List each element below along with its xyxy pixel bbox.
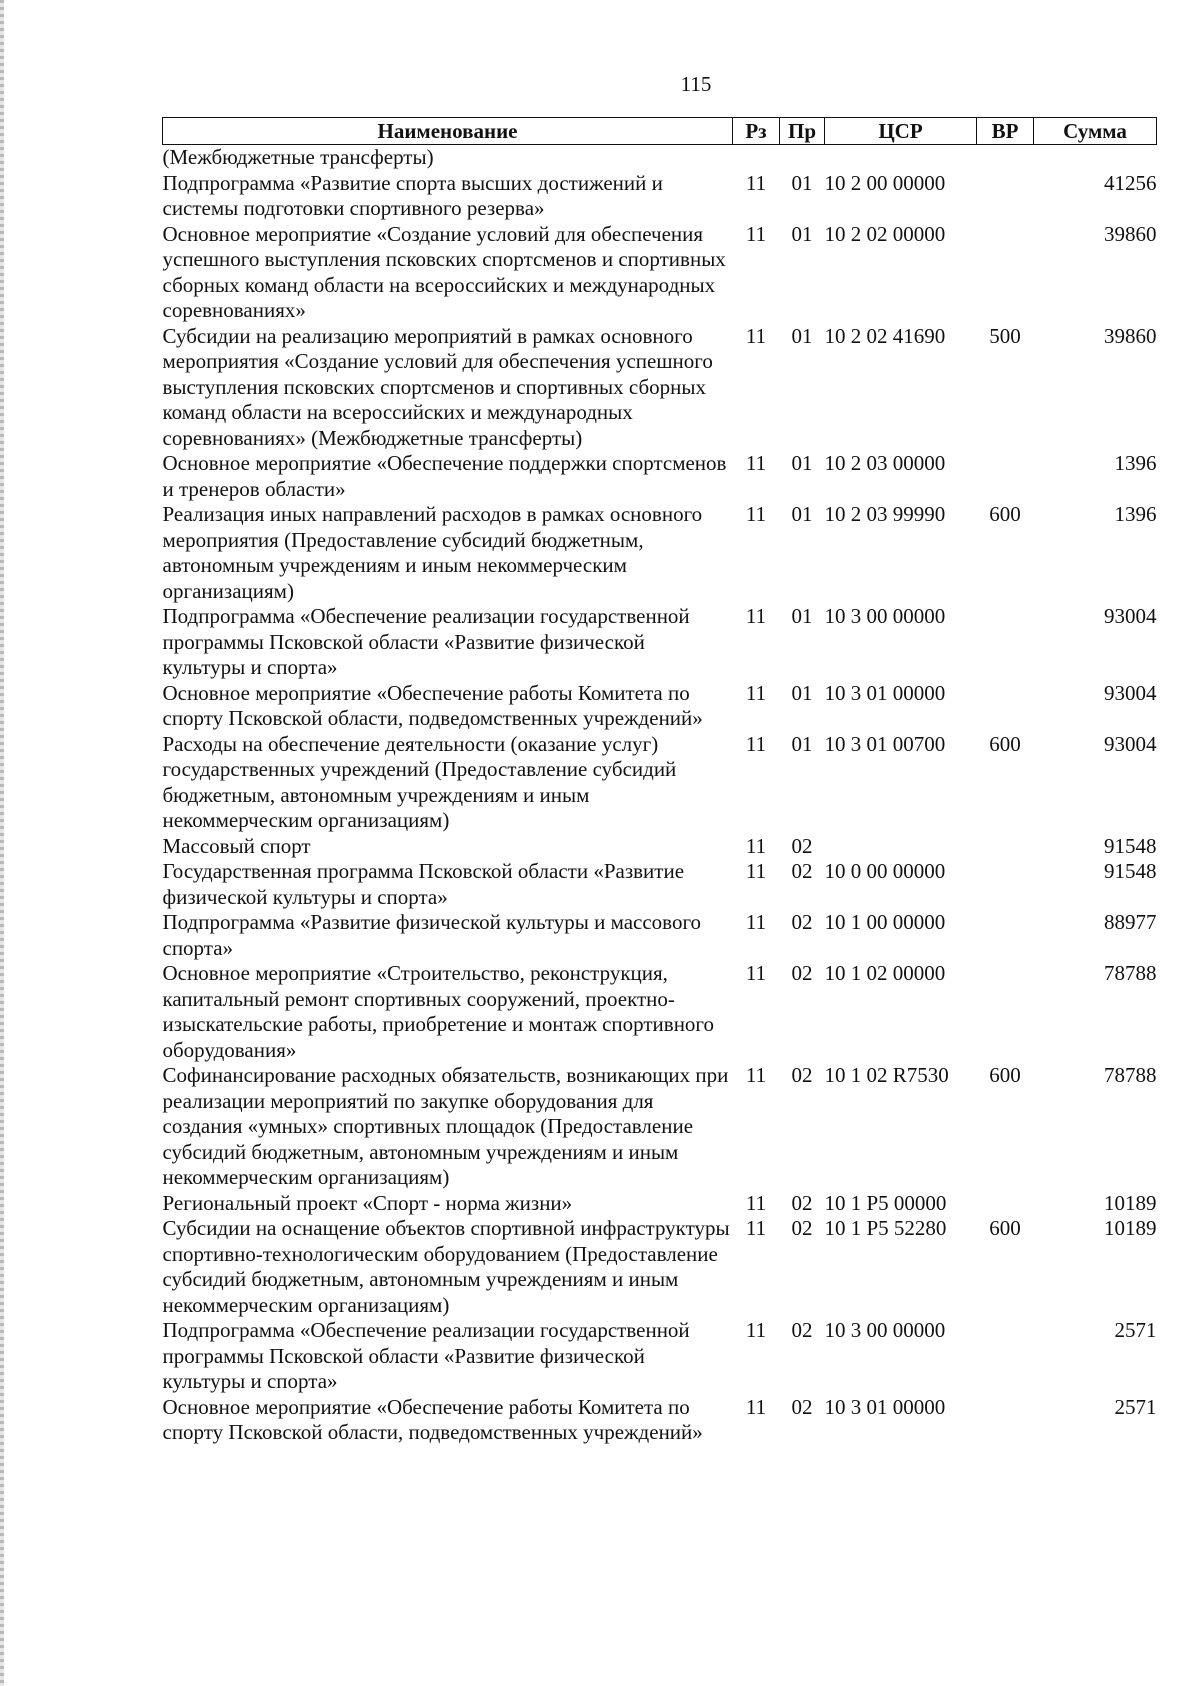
header-name: Наименование [163, 118, 733, 145]
cell-csr: 10 1 P5 00000 [824, 1190, 947, 1215]
cell-vr: 600 [989, 731, 1021, 756]
cell-csr: 10 1 00 00000 [824, 910, 946, 934]
cell-name: Основное мероприятие «Создание условий для обеспечения успешного выступления псковских спортсменов и спортивных сборных команд области на всероссийских и международных соревнованиях» [162, 221, 726, 322]
cell-pr [780, 145, 825, 171]
cell-vr [977, 1395, 1034, 1446]
cell-sum: 93004 [1104, 604, 1157, 628]
cell-sum: 10189 [1104, 1216, 1157, 1240]
cell-vr [977, 604, 1034, 681]
cell-name: Субсидии на реализацию мероприятий в рамках основного мероприятия «Создание условий для обеспечения успешного выступления псковских спортсменов и спортивных сборных команд области на всероссийских и международных соревнованиях» (Межбюджетные трансферты) [162, 323, 713, 450]
header-vr: ВР [977, 118, 1034, 145]
cell-pr: 02 [791, 1063, 813, 1087]
cell-rz: 11 [745, 1318, 767, 1342]
cell-name: Государственная программа Псковской области «Развитие физической культуры и спорта» [162, 859, 685, 909]
cell-rz: 11 [745, 1394, 767, 1419]
cell-vr [977, 222, 1034, 324]
table-row [163, 502, 1157, 604]
cell-vr: 600 [989, 1063, 1021, 1087]
cell-name: Основное мероприятие «Строительство, реконструкция, капитальный ремонт спортивных сооружений, проектно-изыскательские работы, приобретение и монтаж спортивного оборудования» [162, 961, 715, 1062]
cell-sum: 1396 [1114, 451, 1157, 475]
table-row [163, 1216, 1157, 1318]
cell-pr: 02 [791, 1190, 813, 1215]
cell-csr: 10 2 03 99990 [824, 502, 946, 526]
table-row [163, 145, 1157, 171]
table-row [163, 1395, 1157, 1446]
table-row [163, 910, 1157, 961]
cell-pr: 01 [791, 451, 813, 475]
cell-pr: 01 [791, 170, 813, 195]
cell-sum: 39860 [1104, 221, 1157, 246]
cell-pr: 02 [791, 1216, 813, 1240]
cell-name: Массовый спорт [162, 833, 311, 858]
cell-csr: 10 1 02 00000 [824, 961, 946, 985]
cell-csr: 10 3 01 00700 [824, 731, 946, 756]
cell-vr [977, 1318, 1034, 1395]
budget-table [162, 117, 1157, 1446]
cell-sum: 41256 [1104, 170, 1157, 195]
cell-rz: 11 [745, 451, 767, 475]
cell-name: Подпрограмма «Развитие физической культуры и массового спорта» [162, 910, 702, 960]
page-number: 115 [680, 72, 712, 96]
cell-name: Подпрограмма «Обеспечение реализации государственной программы Псковской области «Развитие физической культуры и спорта» [162, 604, 690, 679]
cell-vr: 500 [989, 323, 1021, 348]
cell-rz: 11 [745, 1063, 767, 1087]
table-row [163, 859, 1157, 910]
table-row [163, 171, 1157, 222]
cell-vr [977, 834, 1034, 860]
cell-csr: 10 1 02 R7530 [824, 1063, 949, 1087]
cell-pr: 02 [791, 833, 813, 858]
cell-csr: 10 3 00 00000 [824, 604, 946, 628]
header-csr: ЦСР [825, 118, 977, 145]
cell-pr: 01 [791, 680, 813, 705]
table-row [163, 681, 1157, 732]
cell-sum: 39860 [1104, 323, 1157, 348]
cell-pr: 01 [791, 323, 813, 348]
cell-vr [977, 681, 1034, 732]
cell-vr [977, 451, 1034, 502]
cell-rz: 11 [745, 731, 767, 756]
cell-vr [977, 1191, 1034, 1217]
cell-csr: 10 0 00 00000 [824, 859, 946, 883]
cell-rz [733, 145, 780, 171]
cell-pr: 01 [791, 502, 813, 526]
cell-pr: 01 [791, 604, 813, 628]
cell-vr [977, 910, 1034, 961]
cell-name: (Межбюджетные трансферты) [162, 145, 434, 169]
cell-csr: 10 2 03 00000 [824, 451, 946, 475]
table-header [163, 118, 1157, 145]
table-row [163, 1063, 1157, 1191]
cell-pr: 02 [791, 859, 813, 883]
cell-pr: 02 [791, 1318, 813, 1342]
cell-rz: 11 [745, 1216, 767, 1240]
cell-pr: 02 [791, 961, 813, 985]
cell-pr: 02 [791, 1394, 813, 1419]
cell-vr [977, 145, 1034, 171]
cell-rz: 11 [745, 1190, 767, 1215]
cell-csr: 10 3 01 00000 [824, 1394, 946, 1419]
cell-rz: 11 [745, 170, 767, 195]
scan-edge [0, 0, 4, 1686]
cell-csr: 10 2 00 00000 [824, 170, 946, 195]
cell-sum: 2571 [1114, 1394, 1157, 1419]
cell-rz: 11 [745, 680, 767, 705]
cell-name: Подпрограмма «Развитие спорта высших достижений и системы подготовки спортивного резерва» [162, 170, 663, 220]
table-row [163, 732, 1157, 834]
cell-csr: 10 2 02 00000 [824, 221, 946, 246]
cell-name: Реализация иных направлений расходов в рамках основного мероприятия (Предоставление субсидий бюджетным, автономным учреждениям и иным некоммерческим организациям) [162, 502, 703, 603]
cell-name: Субсидии на оснащение объектов спортивной инфраструктуры спортивно-технологическим оборудованием (Предоставление субсидий бюджетным, автономным учреждениям и иным некоммерческим организациям) [162, 1216, 730, 1317]
cell-rz: 11 [745, 604, 767, 628]
header-sum: Сумма [1034, 118, 1157, 145]
cell-vr [977, 859, 1034, 910]
table-row [163, 324, 1157, 452]
cell-name: Подпрограмма «Обеспечение реализации государственной программы Псковской области «Развитие физической культуры и спорта» [162, 1318, 690, 1393]
table-row [163, 1191, 1157, 1217]
table-row [163, 1318, 1157, 1395]
cell-sum: 78788 [1104, 961, 1157, 985]
cell-name: Региональный проект «Спорт - норма жизни» [162, 1190, 573, 1215]
cell-vr [977, 171, 1034, 222]
cell-rz: 11 [745, 502, 767, 526]
cell-vr: 600 [989, 1216, 1021, 1240]
cell-rz: 11 [745, 323, 767, 348]
cell-vr: 600 [989, 502, 1021, 526]
cell-sum: 1396 [1114, 502, 1157, 526]
table-row [163, 451, 1157, 502]
cell-name: Основное мероприятие «Обеспечение работы Комитета по спорту Псковской области, подведомственных учреждений» [162, 680, 703, 730]
cell-csr [825, 145, 977, 171]
cell-sum: 93004 [1104, 680, 1157, 705]
cell-pr: 01 [791, 221, 813, 246]
cell-sum: 88977 [1104, 910, 1157, 934]
cell-name: Основное мероприятие «Обеспечение поддержки спортсменов и тренеров области» [162, 451, 727, 501]
cell-rz: 11 [745, 221, 767, 246]
cell-pr: 01 [791, 731, 813, 756]
header-rz: Рз [733, 118, 780, 145]
cell-sum: 78788 [1104, 1063, 1157, 1087]
table-row [163, 834, 1157, 860]
cell-rz: 11 [745, 961, 767, 985]
cell-sum: 91548 [1104, 859, 1157, 883]
cell-sum: 93004 [1104, 731, 1157, 756]
cell-csr: 10 2 02 41690 [824, 323, 946, 348]
cell-rz: 11 [745, 910, 767, 934]
cell-name: Основное мероприятие «Обеспечение работы Комитета по спорту Псковской области, подведомственных учреждений» [162, 1394, 703, 1444]
table-row [163, 961, 1157, 1063]
cell-csr: 10 1 P5 52280 [824, 1216, 947, 1240]
cell-name: Софинансирование расходных обязательств, возникающих при реализации мероприятий по закупке оборудования для создания «умных» спортивных площадок (Предоставление субсидий бюджетным, автономным учреждениям и иным некоммерческим организациям) [162, 1063, 729, 1189]
table-row [163, 604, 1157, 681]
cell-name: Расходы на обеспечение деятельности (оказание услуг) государственных учреждений (Предоставление субсидий бюджетным, автономным учреждениям и иным некоммерческим организациям) [162, 731, 677, 832]
cell-rz: 11 [745, 859, 767, 883]
cell-rz: 11 [745, 833, 767, 858]
cell-csr: 10 3 00 00000 [824, 1318, 946, 1342]
cell-csr: 10 3 01 00000 [824, 680, 946, 705]
cell-sum: 2571 [1114, 1318, 1157, 1342]
cell-sum: 10189 [1104, 1190, 1157, 1215]
cell-vr [977, 961, 1034, 1063]
header-pr: Пр [780, 118, 825, 145]
cell-sum [1034, 145, 1157, 171]
cell-csr [825, 834, 977, 860]
table-body [163, 145, 1157, 1446]
cell-sum: 91548 [1104, 833, 1157, 858]
table-row [163, 222, 1157, 324]
cell-pr: 02 [791, 910, 813, 934]
